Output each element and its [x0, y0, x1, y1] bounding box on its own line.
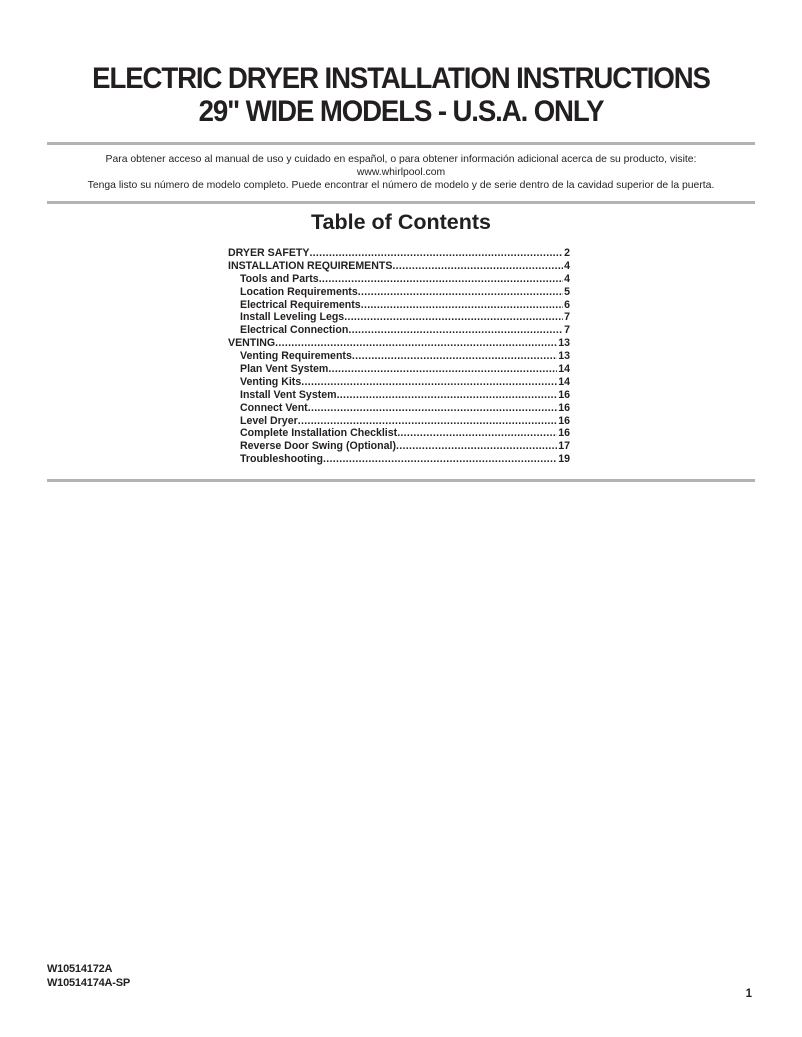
toc-entry-label: Troubleshooting [240, 453, 323, 466]
document-title-line-2: 29" WIDE MODELS - U.S.A. ONLY [198, 95, 604, 128]
toc-leader-dots [308, 402, 558, 415]
document-title-line-1: ELECTRIC DRYER INSTALLATION INSTRUCTIONS [92, 62, 710, 95]
toc-leader-dots [323, 453, 557, 466]
toc-entry-label: VENTING [228, 337, 276, 350]
divider-bottom [47, 479, 755, 482]
toc-entry-page: 16 [558, 414, 570, 427]
toc-entry-page: 7 [564, 311, 570, 324]
intro-website-link[interactable]: www.whirlpool.com [356, 167, 446, 178]
toc-entry-label: DRYER SAFETY [228, 247, 310, 259]
toc-leader-dots [298, 415, 557, 428]
toc-leader-dots [319, 273, 563, 286]
toc-leader-dots [352, 350, 557, 363]
toc-entry-label: Level Dryer [240, 414, 298, 427]
toc-entry-label: Electrical Connection [240, 324, 349, 337]
toc-leader-dots [358, 286, 563, 299]
toc-entry[interactable] [228, 415, 570, 428]
toc-entry[interactable] [228, 286, 570, 299]
toc-entry[interactable] [228, 299, 570, 312]
toc-entry-page: 4 [564, 259, 570, 272]
toc-leader-dots [396, 440, 557, 453]
toc-entry-label: Reverse Door Swing (Optional) [240, 440, 396, 453]
toc-leader-dots [344, 311, 563, 324]
document-codes [47, 962, 130, 990]
toc-entry-page: 7 [564, 324, 570, 337]
divider-top [47, 142, 755, 145]
toc-entry-page: 13 [558, 337, 570, 350]
toc-leader-dots [328, 363, 557, 376]
toc-entry[interactable] [228, 273, 570, 286]
toc-entry-page: 16 [558, 401, 570, 414]
toc-entry-label: Complete Installation Checklist [240, 427, 398, 440]
toc-entry[interactable] [228, 350, 570, 363]
toc-entry[interactable] [228, 260, 570, 273]
divider-middle [47, 201, 755, 204]
intro-spanish-access: Para obtener acceso al manual de uso y cuidado en español, o para obtener información adicional acerca de su producto, visite: [105, 154, 697, 165]
toc-entry-page: 17 [558, 440, 570, 453]
toc-entry-label: Venting Requirements [240, 350, 352, 363]
toc-leader-dots [361, 299, 563, 312]
toc-entry-label: Install Vent System [240, 388, 337, 401]
toc-leader-dots [301, 376, 557, 389]
toc-entry-label: Plan Vent System [240, 363, 329, 376]
toc-entry[interactable] [228, 389, 570, 402]
toc-entry[interactable] [228, 402, 570, 415]
table-of-contents [228, 247, 570, 466]
toc-entry-label: Connect Vent [240, 401, 308, 414]
toc-entry-page: 14 [558, 375, 570, 388]
toc-entry[interactable] [228, 337, 570, 350]
toc-leader-dots [397, 427, 557, 440]
toc-entry-page: 6 [564, 298, 570, 311]
toc-entry-label: INSTALLATION REQUIREMENTS [228, 259, 393, 272]
toc-entry-page: 2 [564, 247, 570, 259]
toc-entry-page: 5 [564, 285, 570, 298]
toc-entry-label: Install Leveling Legs [240, 311, 345, 324]
document-code-spanish: W10514174A-SP [47, 977, 131, 989]
toc-entry-label: Electrical Requirements [240, 298, 361, 311]
toc-entry-page: 14 [558, 363, 570, 376]
toc-entry[interactable] [228, 311, 570, 324]
toc-entry[interactable] [228, 324, 570, 337]
toc-title: Table of Contents [311, 210, 491, 234]
toc-leader-dots [309, 247, 563, 260]
page-number: 1 [745, 988, 752, 1000]
toc-entry[interactable] [228, 453, 570, 466]
toc-leader-dots [337, 389, 558, 402]
document-code-primary: W10514172A [47, 963, 113, 975]
toc-leader-dots [392, 260, 563, 273]
toc-entry[interactable] [228, 363, 570, 376]
toc-entry[interactable] [228, 427, 570, 440]
toc-entry[interactable] [228, 376, 570, 389]
toc-entry-page: 19 [558, 453, 570, 466]
toc-leader-dots [348, 324, 563, 337]
toc-entry[interactable] [228, 247, 570, 260]
intro-model-number-note: Tenga listo su número de modelo completo. Puede encontrar el número de modelo y de serie dentro de la cavidad superior de la puerta. [87, 180, 715, 191]
toc-entry[interactable] [228, 440, 570, 453]
toc-entry-label: Tools and Parts [240, 272, 319, 285]
toc-entry-label: Venting Kits [240, 375, 302, 388]
toc-entry-page: 13 [558, 350, 570, 363]
toc-leader-dots [275, 337, 557, 350]
toc-entry-page: 4 [564, 272, 570, 285]
toc-entry-page: 16 [558, 388, 570, 401]
toc-entry-label: Location Requirements [240, 285, 358, 298]
toc-entry-page: 16 [558, 427, 570, 440]
